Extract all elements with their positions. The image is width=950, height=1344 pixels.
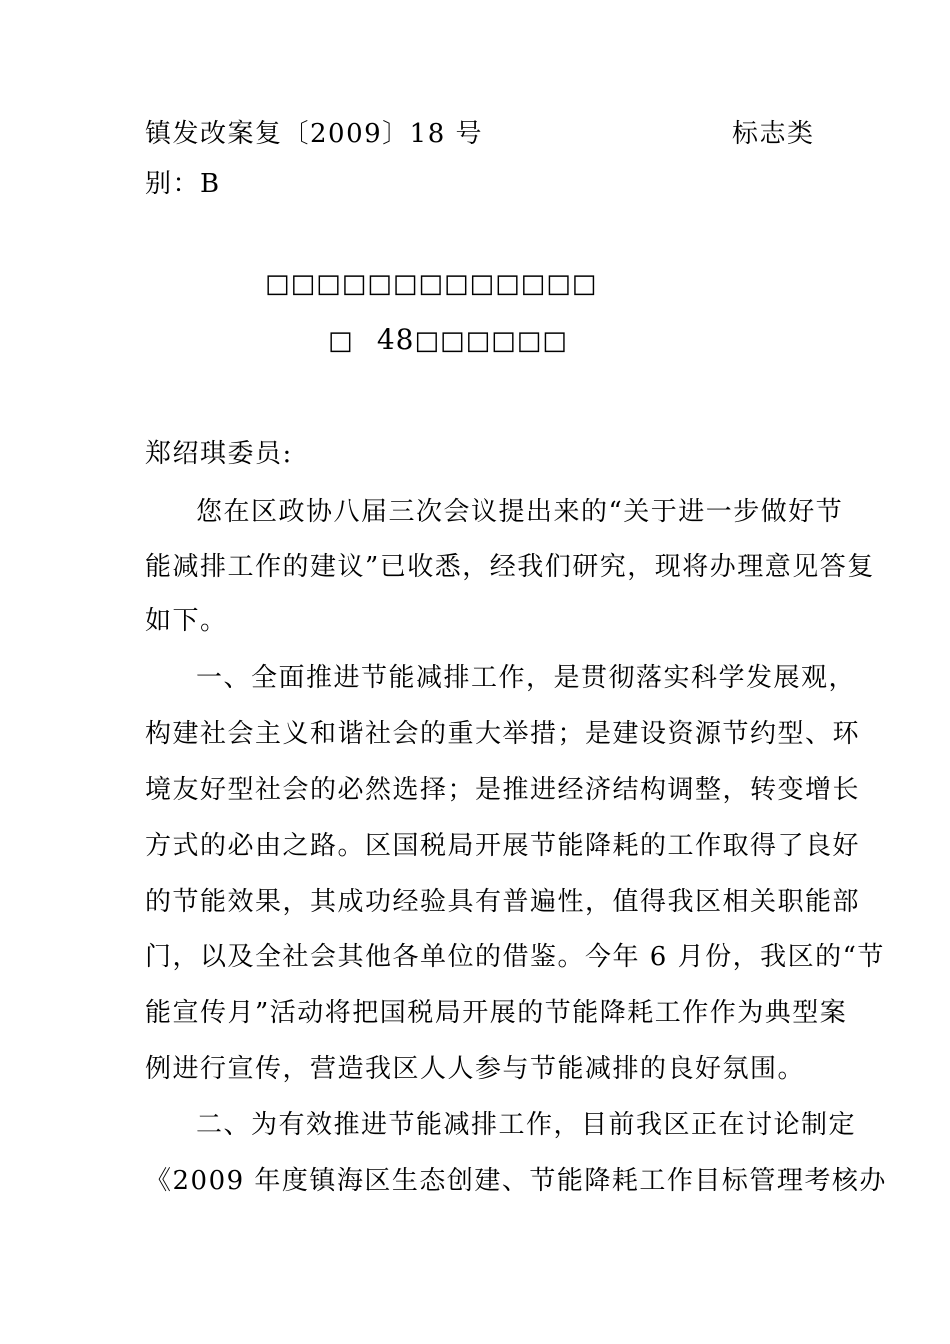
body-line: 如下。 xyxy=(145,606,228,636)
title-glyphs: □□□□□□ xyxy=(414,326,568,356)
title-glyph: □ xyxy=(328,326,354,356)
body-line: 能宣传月”活动将把国税局开展的节能降耗工作作为典型案 xyxy=(145,998,848,1028)
body-line: 方式的必由之路。区国税局开展节能降耗的工作取得了良好 xyxy=(145,831,861,861)
body-line: 的节能效果，其成功经验具有普遍性，值得我区相关职能部 xyxy=(145,887,861,917)
body-line: 构建社会主义和谐社会的重大举措；是建设资源节约型、环 xyxy=(145,719,861,749)
document-number: 镇发改案复〔2009〕18 号 xyxy=(145,119,484,149)
body-line: 《2009 年度镇海区生态创建、节能降耗工作目标管理考核办 xyxy=(145,1166,887,1196)
category-label: 标志类 xyxy=(732,119,815,149)
reply-title-line-2 xyxy=(328,322,568,359)
body-line: 您在区政协八届三次会议提出来的“关于进一步做好节 xyxy=(196,497,844,527)
title-glyphs: □□□□□□□□□□□□□ xyxy=(265,269,598,299)
body-line: 二、为有效推进节能减排工作，目前我区正在讨论制定 xyxy=(196,1110,857,1140)
proposal-number: 48 xyxy=(376,323,415,356)
body-line: 例进行宣传，营造我区人人参与节能减排的良好氛围。 xyxy=(145,1054,806,1084)
body-line: 门，以及全社会其他各单位的借鉴。今年 6 月份，我区的“节 xyxy=(145,942,885,972)
body-line: 能减排工作的建议”已收悉，经我们研究，现将办理意见答复 xyxy=(145,552,875,582)
category-label-continued: 别：B xyxy=(145,169,221,199)
reply-title-line-1 xyxy=(265,266,597,302)
body-line: 境友好型社会的必然选择；是推进经济结构调整，转变增长 xyxy=(145,775,861,805)
body-line: 一、全面推进节能减排工作，是贯彻落实科学发展观， xyxy=(196,663,857,693)
salutation: 郑绍琪委员: xyxy=(145,439,293,469)
